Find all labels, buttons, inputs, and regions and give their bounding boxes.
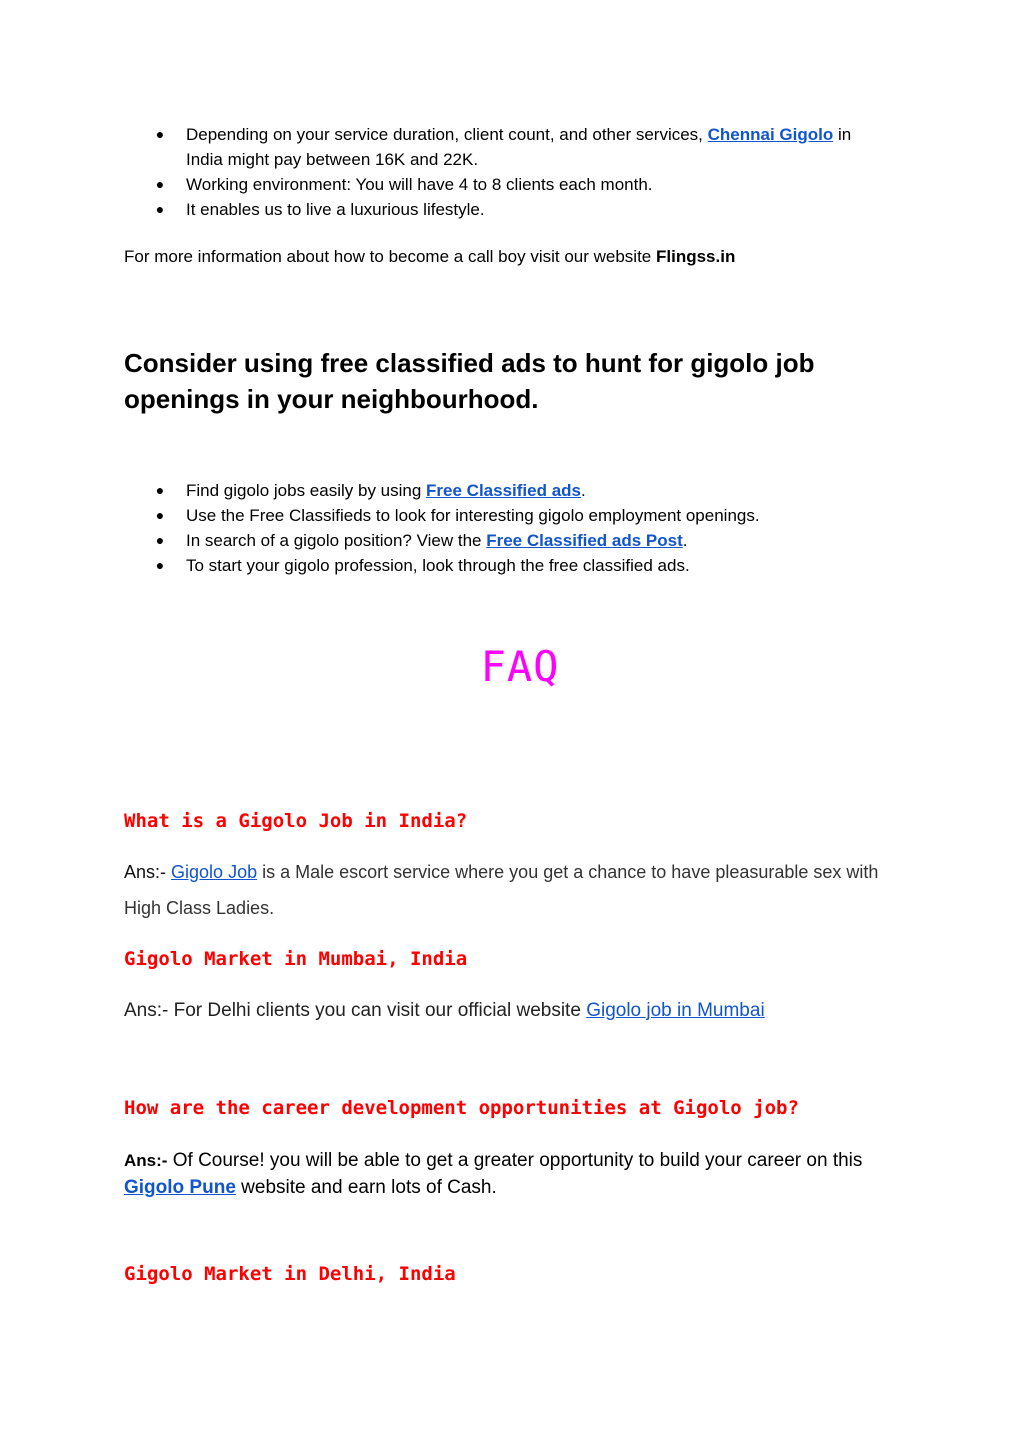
bullet-text: Depending on your service duration, client count, and other services,	[186, 125, 708, 144]
list-item	[150, 553, 870, 578]
chennai-gigolo-link[interactable]: Chennai Gigolo	[707, 125, 834, 144]
free-classified-ads-link[interactable]: Free Classified ads	[426, 481, 581, 500]
website-name: Flingss.in	[655, 247, 736, 266]
faq-answer	[124, 997, 765, 1025]
list-item	[150, 528, 870, 553]
bullet-text: Working environment: You will have 4 to 8 clients each month.	[186, 175, 653, 194]
bullet-text: Use the Free Classifieds to look for interesting gigolo employment openings.	[186, 506, 760, 525]
bullet-icon: ●	[155, 482, 165, 498]
bullet-text: Find gigolo jobs easily by using	[186, 481, 427, 500]
bullet-text: To start your gigolo profession, look through the free classified ads.	[186, 556, 690, 575]
gigolo-job-in-mumbai-link[interactable]: Gigolo job in Mumbai	[586, 1000, 765, 1021]
bullet-icon: ●	[155, 176, 165, 192]
faq-answer	[124, 854, 894, 926]
bullet-text: .	[682, 531, 688, 550]
gigolo-pune-link[interactable]: Gigolo Pune	[124, 1177, 236, 1198]
bullet-icon: ●	[155, 126, 165, 142]
more-info-text: For more information about how to become a call boy visit our website	[124, 247, 656, 266]
list-item	[150, 122, 870, 172]
free-classified-ads-post-link[interactable]: Free Classified ads Post	[486, 531, 683, 550]
bullet-text: It enables us to live a luxurious lifestyle.	[186, 200, 485, 219]
faq-title: FAQ	[480, 642, 560, 691]
faq-question: How are the career development opportunities at Gigolo job?	[124, 1097, 799, 1119]
answer-text: For Delhi clients you can visit our official website	[168, 1000, 587, 1021]
answer-label: Ans:-	[124, 1151, 168, 1170]
faq-question: Gigolo Market in Mumbai, India	[124, 948, 468, 970]
answer-text: Of Course! you will be able to get a greater opportunity to build your career on this	[167, 1150, 863, 1171]
section-heading: Consider using free classified ads to hunt for gigolo job openings in your neighbourhood.	[124, 348, 815, 414]
answer-label: Ans:-	[124, 1000, 169, 1021]
list-item	[150, 172, 870, 197]
answer-text: website and earn lots of Cash.	[235, 1177, 497, 1198]
bullet-icon: ●	[155, 532, 165, 548]
classified-bullet-list	[150, 478, 870, 578]
bullet-icon: ●	[155, 507, 165, 523]
bullet-text: in India might pay between 16K and 22K.	[186, 125, 852, 169]
bullet-icon: ●	[155, 201, 165, 217]
list-item	[150, 478, 870, 503]
more-info-paragraph	[124, 244, 735, 269]
bullet-icon: ●	[155, 557, 165, 573]
bullet-text: In search of a gigolo position? View the	[186, 531, 487, 550]
faq-question: What is a Gigolo Job in India?	[124, 810, 468, 832]
answer-text: is a Male escort service where you get a chance to have pleasurable sex with High Class Ladies.	[124, 862, 879, 918]
gigolo-job-link[interactable]: Gigolo Job	[171, 862, 258, 882]
faq-question: Gigolo Market in Delhi, India	[124, 1263, 456, 1285]
answer-label: Ans:-	[124, 862, 167, 882]
top-bullet-list	[150, 122, 870, 222]
bullet-text: .	[581, 481, 586, 500]
faq-answer	[124, 1147, 904, 1201]
list-item	[150, 197, 870, 222]
list-item	[150, 503, 870, 528]
